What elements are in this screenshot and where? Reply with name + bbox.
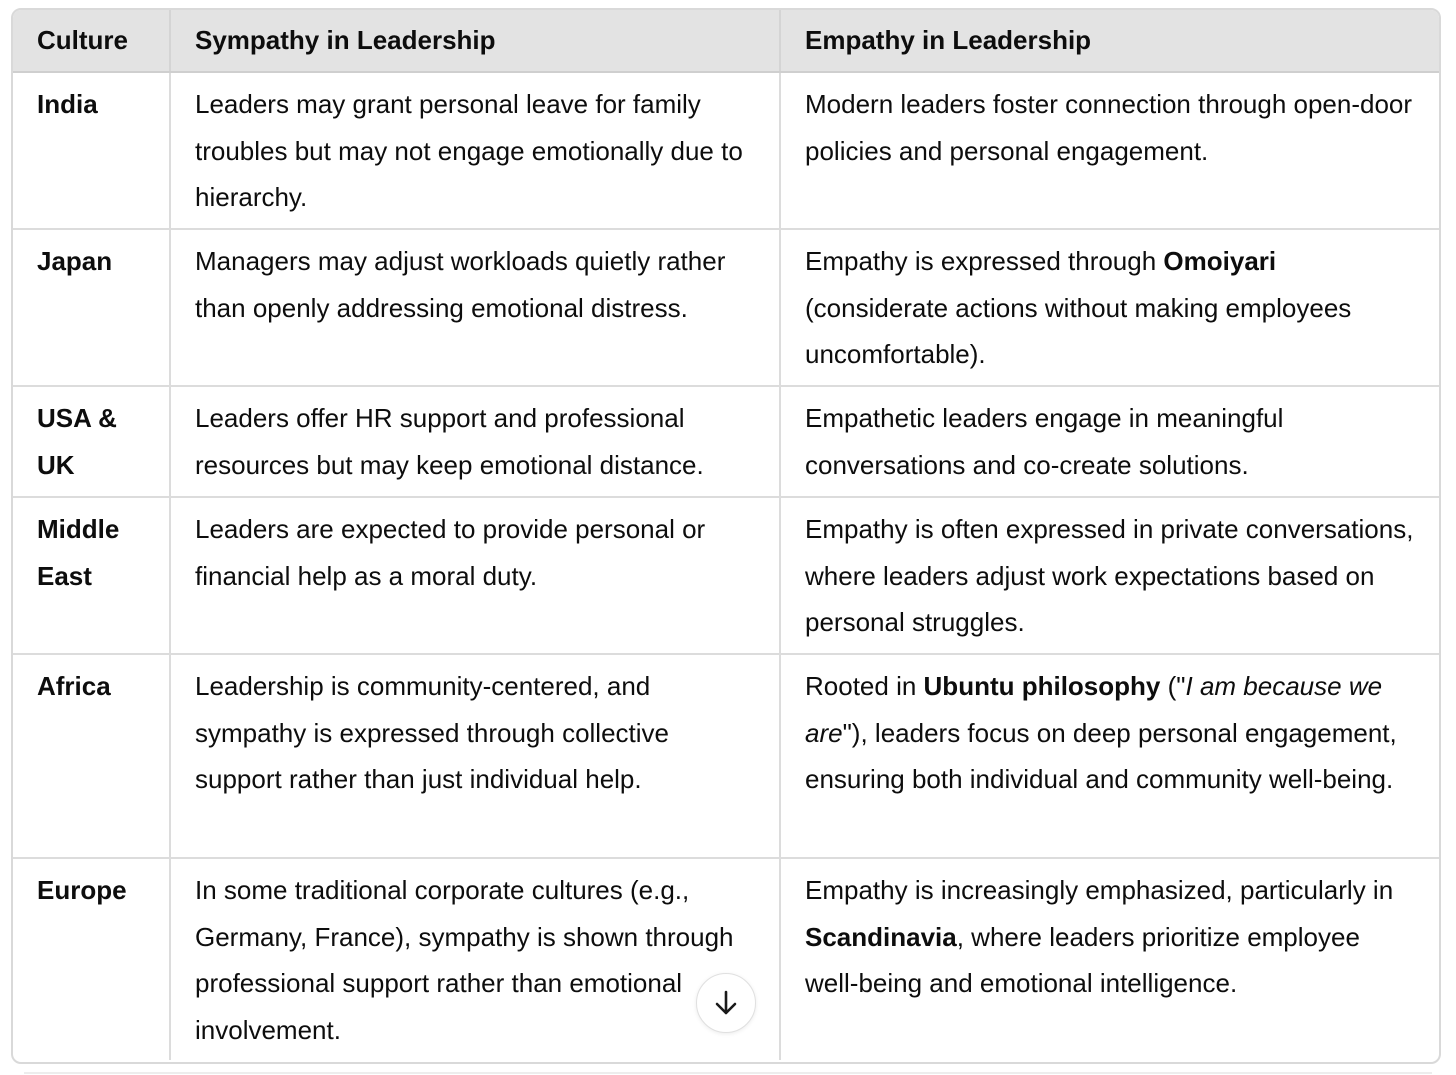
text-run: Empathy is expressed through bbox=[805, 246, 1164, 276]
sympathy-cell: Managers may adjust workloads quietly rather than openly addressing emotional distress. bbox=[170, 229, 780, 386]
sympathy-cell: In some traditional corporate cultures (e.g., Germany, France), sympathy is shown through professional support rather than emotional involvement. bbox=[170, 858, 780, 1060]
sympathy-cell: Leaders offer HR support and professional resources but may keep emotional distance. bbox=[170, 386, 780, 497]
table-row bbox=[13, 386, 1439, 497]
text-run: Modern leaders foster connection through open-door policies and personal engagement. bbox=[805, 89, 1413, 166]
bold-term: Ubuntu philosophy bbox=[923, 671, 1161, 701]
empathy-cell bbox=[780, 497, 1439, 654]
comparison-table-container bbox=[11, 8, 1441, 1064]
header-empathy: Empathy in Leadership bbox=[780, 10, 1439, 72]
header-culture: Culture bbox=[13, 10, 170, 72]
text-run: (considerate actions without making employees uncomfortable). bbox=[805, 292, 1352, 369]
sympathy-cell: Leaders may grant personal leave for family troubles but may not engage emotionally due to hierarchy. bbox=[170, 72, 780, 229]
arrow-down-icon bbox=[711, 988, 741, 1018]
empathy-cell bbox=[780, 654, 1439, 858]
text-run: "), leaders focus on deep personal engagement, ensuring both individual and community well-being. bbox=[805, 717, 1397, 794]
bottom-divider bbox=[24, 1072, 1432, 1074]
empathy-cell bbox=[780, 386, 1439, 497]
table-row bbox=[13, 654, 1439, 858]
table-row bbox=[13, 497, 1439, 654]
italic-quote: I am because we are bbox=[805, 671, 1383, 748]
text-run: , where leaders prioritize employee well-being and emotional intelligence. bbox=[805, 921, 1360, 998]
text-run: Empathy is increasingly emphasized, particularly in bbox=[805, 875, 1394, 905]
leadership-culture-table bbox=[13, 10, 1439, 1060]
table-header-row bbox=[13, 10, 1439, 72]
empathy-cell bbox=[780, 72, 1439, 229]
table-row bbox=[13, 229, 1439, 386]
sympathy-cell: Leaders are expected to provide personal or financial help as a moral duty. bbox=[170, 497, 780, 654]
header-sympathy: Sympathy in Leadership bbox=[170, 10, 780, 72]
bold-term: Scandinavia bbox=[805, 921, 957, 952]
table-row bbox=[13, 72, 1439, 229]
culture-cell: Japan bbox=[13, 229, 170, 386]
text-run: Empathy is often expressed in private conversations, where leaders adjust work expectations based on personal struggles. bbox=[805, 514, 1414, 637]
culture-cell: Africa bbox=[13, 654, 170, 858]
culture-cell: Middle East bbox=[13, 497, 170, 654]
text-run: Rooted in bbox=[805, 671, 924, 701]
bold-term: Omoiyari bbox=[1163, 246, 1277, 276]
sympathy-cell: Leadership is community-centered, and sympathy is expressed through collective support rather than just individual help. bbox=[170, 654, 780, 858]
text-run: (" bbox=[1160, 671, 1186, 701]
culture-cell: India bbox=[13, 72, 170, 229]
empathy-cell bbox=[780, 858, 1439, 1060]
text-run: Empathetic leaders engage in meaningful conversations and co-create solutions. bbox=[805, 403, 1284, 480]
scroll-down-button[interactable] bbox=[696, 973, 756, 1033]
culture-cell: Europe bbox=[13, 858, 170, 1060]
culture-cell: USA & UK bbox=[13, 386, 170, 497]
empathy-cell bbox=[780, 229, 1439, 386]
